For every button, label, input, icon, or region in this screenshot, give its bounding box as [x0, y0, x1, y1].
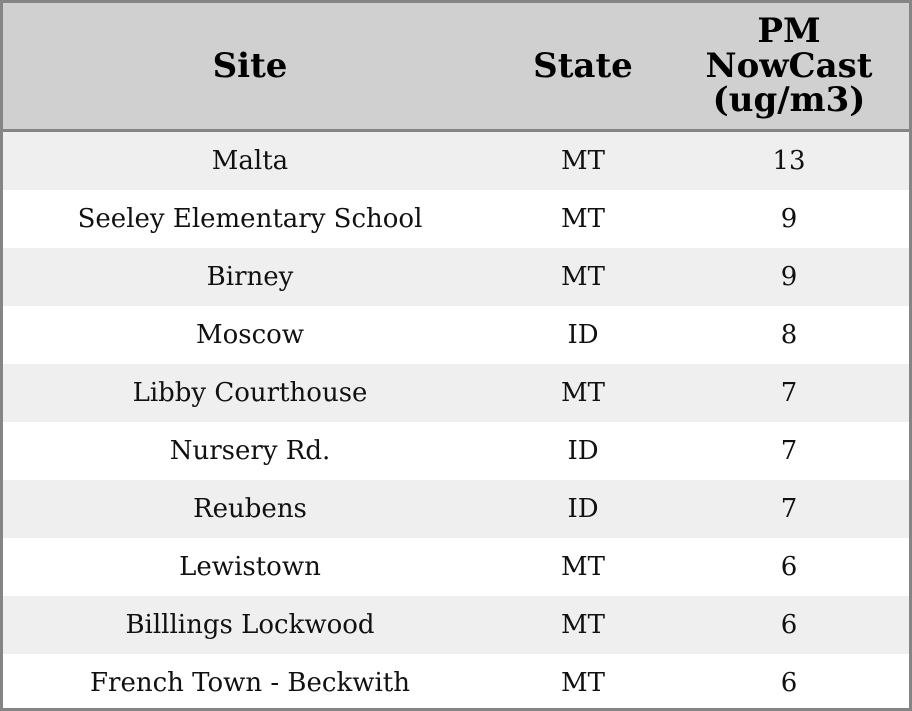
cell-site: Seeley Elementary School: [77, 204, 423, 234]
cell-pm-nowcast: 8: [780, 320, 798, 350]
table-row: [3, 248, 909, 306]
cell-pm-nowcast: 9: [780, 204, 798, 234]
cell-pm-nowcast: 7: [780, 378, 798, 408]
cell-site: Moscow: [195, 320, 305, 350]
column-header-pm-line-2: NowCast: [705, 45, 873, 86]
cell-site: Reubens: [193, 494, 307, 524]
table-row: [3, 132, 909, 190]
cell-state: MT: [561, 204, 605, 234]
cell-pm-nowcast: 7: [780, 436, 798, 466]
cell-site: French Town - Beckwith: [89, 668, 411, 698]
column-header-pm-line-3: (ug/m3): [712, 80, 866, 121]
table-row: [3, 422, 909, 480]
cell-state: MT: [561, 668, 605, 698]
cell-pm-nowcast: 6: [780, 552, 798, 582]
column-header-state-label: State: [533, 45, 633, 86]
table-row: [3, 596, 909, 654]
cell-state: ID: [567, 320, 599, 350]
column-header-pm-line-1: PM: [757, 10, 821, 51]
table-row: [3, 480, 909, 538]
cell-site: Birney: [206, 262, 294, 292]
cell-site: Malta: [211, 146, 289, 176]
cell-state: MT: [561, 378, 605, 408]
table-row: [3, 538, 909, 596]
table-row: [3, 654, 909, 711]
column-header-site-label: Site: [212, 45, 288, 86]
cell-state: ID: [567, 494, 599, 524]
cell-site: Libby Courthouse: [132, 378, 368, 408]
column-header-state: [497, 3, 669, 129]
column-header-site: [3, 3, 497, 129]
cell-state: MT: [561, 262, 605, 292]
cell-pm-nowcast: 7: [780, 494, 798, 524]
table-header: [3, 3, 909, 132]
cell-state: MT: [561, 146, 605, 176]
cell-pm-nowcast: 6: [780, 668, 798, 698]
column-header-pm-nowcast: [669, 3, 909, 129]
cell-state: MT: [561, 610, 605, 640]
cell-site: Lewistown: [179, 552, 321, 582]
cell-site: Nursery Rd.: [169, 436, 331, 466]
cell-site: Billlings Lockwood: [125, 610, 375, 640]
cell-state: ID: [567, 436, 599, 466]
table-row: [3, 190, 909, 248]
table-row: [3, 364, 909, 422]
cell-pm-nowcast: 9: [780, 262, 798, 292]
cell-pm-nowcast: 6: [780, 610, 798, 640]
cell-pm-nowcast: 13: [772, 146, 806, 176]
table-body: [3, 132, 909, 711]
table-row: [3, 306, 909, 364]
cell-state: MT: [561, 552, 605, 582]
